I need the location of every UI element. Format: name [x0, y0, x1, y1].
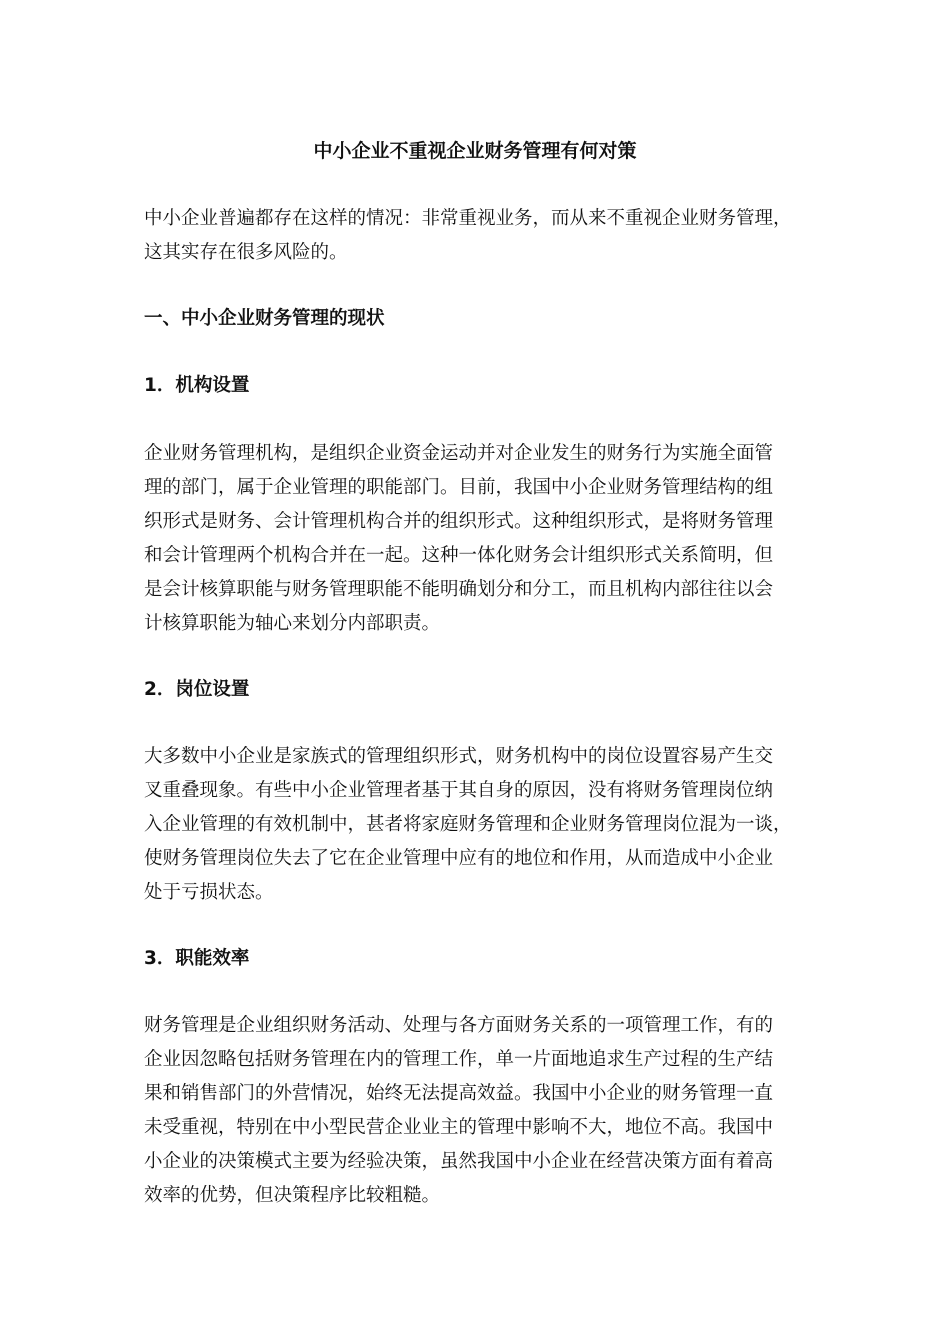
paragraph-line: 和会计管理两个机构合并在一起。这种一体化财务会计组织形式关系简明，但 [144, 545, 774, 566]
subheading-efficiency: 3．职能效率 [144, 948, 250, 969]
paragraph-line: 处于亏损状态。 [144, 882, 274, 903]
paragraph-line: 果和销售部门的外营情况，始终无法提高效益。我国中小企业的财务管理一直 [144, 1083, 774, 1104]
paragraph-line: 入企业管理的有效机制中，甚者将家庭财务管理和企业财务管理岗位混为一谈， [144, 814, 792, 835]
paragraph-line: 财务管理是企业组织财务活动、处理与各方面财务关系的一项管理工作，有的 [144, 1015, 774, 1036]
section-heading-status: 一、中小企业财务管理的现状 [144, 308, 385, 329]
paragraph-line: 是会计核算职能与财务管理职能不能明确划分和分工，而且机构内部往往以会 [144, 579, 774, 600]
intro-line: 这其实存在很多风险的。 [144, 242, 348, 263]
paragraph-line: 叉重叠现象。有些中小企业管理者基于其自身的原因，没有将财务管理岗位纳 [144, 780, 774, 801]
intro-paragraph [144, 202, 812, 270]
paragraph-line: 企业财务管理机构，是组织企业资金运动并对企业发生的财务行为实施全面管 [144, 443, 774, 464]
paragraph-line: 企业因忽略包括财务管理在内的管理工作，单一片面地追求生产过程的生产结 [144, 1049, 774, 1070]
paragraph-positions [144, 740, 812, 910]
paragraph-efficiency [144, 1009, 812, 1213]
paragraph-organization [144, 437, 812, 641]
subheading-organization: 1．机构设置 [144, 375, 250, 396]
paragraph-line: 小企业的决策模式主要为经验决策，虽然我国中小企业在经营决策方面有着高 [144, 1151, 774, 1172]
document-title: 中小企业不重视企业财务管理有何对策 [313, 140, 637, 162]
paragraph-line: 计核算职能为轴心来划分内部职责。 [144, 613, 441, 634]
paragraph-line: 理的部门，属于企业管理的职能部门。目前，我国中小企业财务管理结构的组 [144, 477, 774, 498]
subheading-positions: 2．岗位设置 [144, 679, 250, 700]
intro-line: 中小企业普遍都存在这样的情况：非常重视业务，而从来不重视企业财务管理， [144, 208, 792, 229]
paragraph-line: 未受重视，特别在中小型民营企业业主的管理中影响不大，地位不高。我国中 [144, 1117, 774, 1138]
paragraph-line: 效率的优势，但决策程序比较粗糙。 [144, 1185, 441, 1206]
paragraph-line: 大多数中小企业是家族式的管理组织形式，财务机构中的岗位设置容易产生交 [144, 746, 774, 767]
paragraph-line: 织形式是财务、会计管理机构合并的组织形式。这种组织形式，是将财务管理 [144, 511, 774, 532]
paragraph-line: 使财务管理岗位失去了它在企业管理中应有的地位和作用，从而造成中小企业 [144, 848, 774, 869]
